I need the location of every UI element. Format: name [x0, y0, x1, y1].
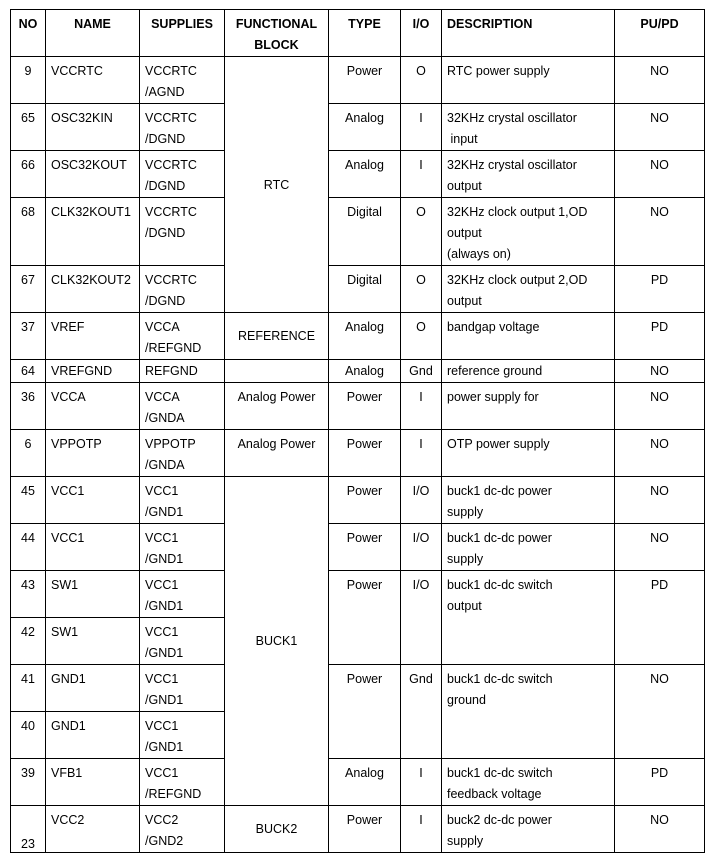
- header-name: NAME: [74, 17, 111, 31]
- table-row: [11, 524, 705, 571]
- header-no: NO: [18, 17, 38, 31]
- description-line: output: [447, 599, 482, 613]
- description-line: 32KHz crystal oscillator: [447, 111, 577, 125]
- pin-io: O: [416, 205, 426, 219]
- supply-line: /GND2: [145, 834, 184, 848]
- pin-type: Analog: [345, 766, 384, 780]
- pin-pupd: PD: [650, 273, 669, 287]
- pin-name: VFB1: [51, 766, 83, 780]
- pin-pupd: NO: [650, 813, 669, 827]
- pin-type: Analog: [345, 111, 384, 125]
- description-line: OTP power supply: [447, 437, 550, 451]
- pin-name: VCCRTC: [51, 64, 103, 78]
- pin-no: 45: [21, 484, 35, 498]
- description-line: 32KHz clock output 1,OD: [447, 205, 588, 219]
- table-row: [11, 430, 705, 477]
- pin-name: GND1: [51, 719, 86, 733]
- header-description: DESCRIPTION: [447, 17, 533, 31]
- pin-type: Digital: [347, 205, 382, 219]
- supply-line: VCCRTC: [145, 111, 197, 125]
- supply-line: /DGND: [145, 294, 186, 308]
- table-row: [11, 759, 705, 806]
- pin-io: I: [419, 158, 423, 172]
- pin-io: I: [419, 437, 423, 451]
- block-analog-power: Analog Power: [237, 437, 316, 451]
- pin-no: 42: [21, 625, 35, 639]
- block-buck2: BUCK2: [225, 806, 329, 853]
- description-line: feedback voltage: [447, 787, 542, 801]
- supply-line: /DGND: [145, 132, 186, 146]
- pin-no: 65: [21, 111, 35, 125]
- pin-pupd: NO: [650, 64, 669, 78]
- pin-no: 6: [24, 437, 32, 451]
- supply-line: VCC1: [145, 531, 179, 545]
- supply-line: VCCRTC: [145, 273, 197, 287]
- supply-line: /GND1: [145, 646, 184, 660]
- pin-name: GND1: [51, 672, 86, 686]
- description-line: buck1 dc-dc switch: [447, 578, 553, 592]
- pin-name: VREFGND: [51, 364, 113, 378]
- pin-no: 39: [21, 766, 35, 780]
- description-line: supply: [447, 552, 484, 566]
- supply-line: /GND1: [145, 505, 184, 519]
- block-rtc: RTC: [225, 57, 329, 313]
- pin-io: I/O: [412, 484, 430, 498]
- pin-type: Power: [346, 672, 383, 686]
- description-line: supply: [447, 834, 484, 848]
- supply-line: /REFGND: [145, 787, 202, 801]
- table-row: [11, 313, 705, 360]
- description-line: reference ground: [447, 364, 543, 378]
- description-line: (always on): [447, 247, 511, 261]
- pin-type: Power: [346, 484, 383, 498]
- table-row: [11, 198, 705, 266]
- pin-no: 43: [21, 578, 35, 592]
- pin-name: OSC32KOUT: [51, 158, 127, 172]
- supply-line: /AGND: [145, 85, 185, 99]
- pin-type: Power: [346, 64, 383, 78]
- pin-table: [10, 9, 705, 853]
- pin-type: Power: [346, 813, 383, 827]
- table-row: [11, 151, 705, 198]
- pin-type: Power: [346, 578, 383, 592]
- pin-no: 23: [21, 837, 35, 851]
- supply-line: VCC1: [145, 578, 179, 592]
- supply-line: /GND1: [145, 740, 184, 754]
- header-row: [11, 10, 705, 57]
- header-pupd: PU/PD: [640, 17, 679, 31]
- description-line: buck1 dc-dc switch: [447, 672, 553, 686]
- supply-line: /GND1: [145, 552, 184, 566]
- pin-type: Digital: [347, 273, 382, 287]
- pin-io: I: [419, 813, 423, 827]
- pin-pupd: NO: [650, 205, 669, 219]
- pin-pupd: NO: [650, 672, 669, 686]
- pin-no: 68: [21, 205, 35, 219]
- pin-pupd: NO: [650, 531, 669, 545]
- supply-line: /DGND: [145, 179, 186, 193]
- pin-no: 37: [21, 320, 35, 334]
- supply-line: /REFGND: [145, 341, 202, 355]
- description-line: 32KHz clock output 2,OD: [447, 273, 588, 287]
- pin-io: Gnd: [409, 364, 433, 378]
- pin-io: I: [419, 111, 423, 125]
- pin-pupd: NO: [650, 111, 669, 125]
- block-buck1: BUCK1: [225, 477, 329, 806]
- pin-no: 66: [21, 158, 35, 172]
- pin-pupd: NO: [650, 484, 669, 498]
- pin-type: Analog: [345, 158, 384, 172]
- supply-line: VCC1: [145, 625, 179, 639]
- block-analog-power: Analog Power: [237, 390, 316, 404]
- description-line: buck2 dc-dc power: [447, 813, 552, 827]
- header-type: TYPE: [348, 17, 381, 31]
- pin-type: Power: [346, 437, 383, 451]
- table-row: [11, 806, 705, 853]
- pin-name: SW1: [51, 625, 79, 639]
- table-row: [11, 665, 705, 712]
- pin-no: 67: [21, 273, 35, 287]
- pin-name: VCC1: [51, 531, 85, 545]
- pin-no: 41: [21, 672, 35, 686]
- pin-no: 44: [21, 531, 35, 545]
- pin-name: OSC32KIN: [51, 111, 113, 125]
- supply-line: VCC1: [145, 719, 179, 733]
- supply-line: VCC1: [145, 672, 179, 686]
- description-line: power supply for: [447, 390, 539, 404]
- supply-line: VCC2: [145, 813, 179, 827]
- header-block-line1: FUNCTIONAL: [235, 17, 318, 31]
- pin-pupd: PD: [650, 578, 669, 592]
- description-line: buck1 dc-dc power: [447, 484, 552, 498]
- supply-line: /GNDA: [145, 411, 185, 425]
- pin-io: O: [416, 320, 426, 334]
- pin-io: I/O: [412, 531, 430, 545]
- table-row: [11, 360, 705, 383]
- supply-line: VCCRTC: [145, 64, 197, 78]
- pin-type: Analog: [345, 364, 384, 378]
- header-block-line2: BLOCK: [254, 38, 299, 52]
- supply-line: VPPOTP: [145, 437, 196, 451]
- description-line: bandgap voltage: [447, 320, 540, 334]
- table-row: [11, 571, 705, 618]
- supply-line: /DGND: [145, 226, 186, 240]
- pin-pupd: NO: [650, 158, 669, 172]
- description-line: RTC power supply: [447, 64, 550, 78]
- supply-line: VCC1: [145, 484, 179, 498]
- description-line: output: [447, 294, 482, 308]
- pin-name: VCCA: [51, 390, 86, 404]
- header-supplies: SUPPLIES: [151, 17, 213, 31]
- pin-io: Gnd: [409, 672, 433, 686]
- supply-line: VCCA: [145, 390, 180, 404]
- supply-line: VCCRTC: [145, 205, 197, 219]
- pin-no: 64: [21, 364, 35, 378]
- pin-pupd: PD: [650, 320, 669, 334]
- pin-name: VREF: [51, 320, 85, 334]
- description-line: input: [447, 132, 478, 146]
- description-line: output: [447, 226, 482, 240]
- description-line: output: [447, 179, 482, 193]
- pin-no: 36: [21, 390, 35, 404]
- pin-type: Power: [346, 531, 383, 545]
- table-row: [11, 266, 705, 313]
- pin-name: CLK32KOUT2: [51, 273, 131, 287]
- pin-io: O: [416, 64, 426, 78]
- supply-line: REFGND: [145, 364, 198, 378]
- pin-pupd: NO: [650, 390, 669, 404]
- block-reference: REFERENCE: [225, 313, 329, 360]
- description-line: supply: [447, 505, 484, 519]
- pin-name: VCC2: [51, 813, 85, 827]
- pin-pupd: PD: [650, 766, 669, 780]
- pin-pupd: NO: [650, 437, 669, 451]
- pin-type: Analog: [345, 320, 384, 334]
- table-row: [11, 104, 705, 151]
- table-row: [11, 477, 705, 524]
- supply-line: /GND1: [145, 599, 184, 613]
- pin-no: 9: [24, 64, 32, 78]
- description-line: buck1 dc-dc switch: [447, 766, 553, 780]
- supply-line: VCCA: [145, 320, 180, 334]
- description-line: ground: [447, 693, 486, 707]
- supply-line: /GNDA: [145, 458, 185, 472]
- table-row: [11, 57, 705, 104]
- pin-name: VPPOTP: [51, 437, 102, 451]
- supply-line: /GND1: [145, 693, 184, 707]
- supply-line: VCC1: [145, 766, 179, 780]
- pin-no: 40: [21, 719, 35, 733]
- pin-io: I/O: [412, 578, 430, 592]
- description-line: buck1 dc-dc power: [447, 531, 552, 545]
- pin-pupd: NO: [650, 364, 669, 378]
- table-row: [11, 383, 705, 430]
- description-line: 32KHz crystal oscillator: [447, 158, 577, 172]
- supply-line: VCCRTC: [145, 158, 197, 172]
- pin-type: Power: [346, 390, 383, 404]
- header-io: I/O: [412, 17, 430, 31]
- pin-name: VCC1: [51, 484, 85, 498]
- pin-io: I: [419, 390, 423, 404]
- pin-io: I: [419, 766, 423, 780]
- pin-io: O: [416, 273, 426, 287]
- pin-name: CLK32KOUT1: [51, 205, 131, 219]
- pin-name: SW1: [51, 578, 79, 592]
